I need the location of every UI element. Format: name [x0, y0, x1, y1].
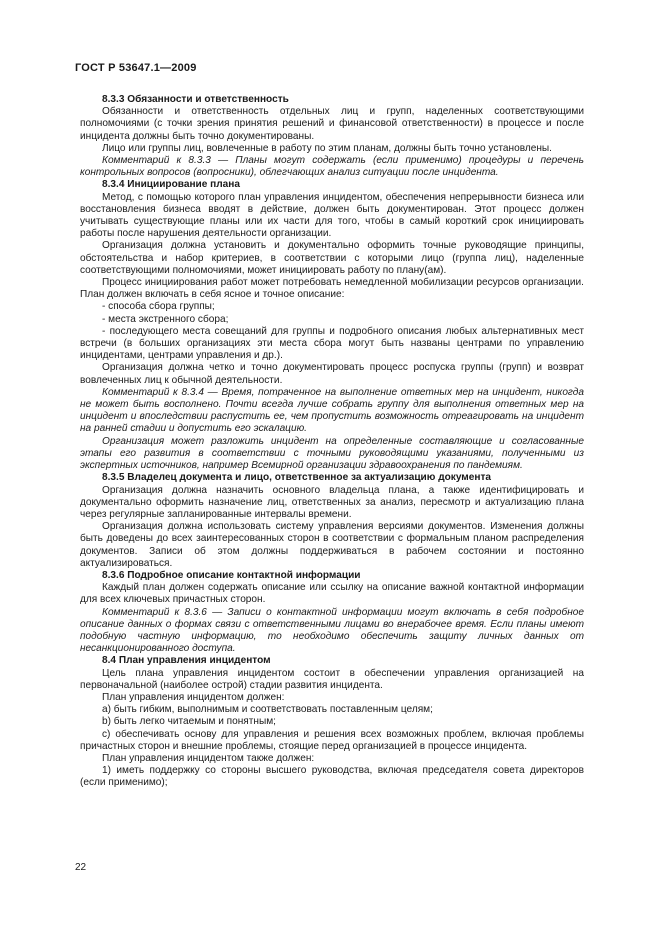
section-heading: 8.4 План управления инцидентом: [102, 655, 271, 667]
comment-paragraph: Комментарий к 8.3.6 — Записи о контактной информации могут включать в себя подробное описание данных о формах связи с ответственными лицами во внерабочее время. Если планы имеют подобную частную информацию, то необходимо обеспечить защиту личных данных от несанкционированного доступа.: [80, 606, 584, 655]
paragraph: Организация должна установить и документально оформить точные руководящие принципы, обстоятельства и набор критериев, в соответствии с которыми лицо (группа лиц), наделенные соответствующими полномочиями, может инициировать работу по плану(ам).: [80, 240, 584, 276]
document-body: [80, 94, 584, 790]
comment-paragraph: Комментарий к 8.3.4 — Время, потраченное на выполнение ответных мер на инцидент, никогда не может быть восполнено. Почти всегда лучше собрать группу для выполнения ответных мер на инцидент и впоследствии распустить ее, чем пропустить возможность отреагировать на инцидент на ранней стадии и допустить его эскалацию.: [80, 386, 584, 435]
paragraph: 1) иметь поддержку со стороны высшего руководства, включая председателя совета директоров (если применимо);: [80, 765, 584, 789]
paragraph: - способа сбора группы;: [102, 301, 215, 313]
paragraph: а) быть гибким, выполнимым и соответствовать поставленным целям;: [102, 704, 433, 716]
paragraph: План управления инцидентом должен:: [102, 691, 285, 703]
comment-paragraph: Организация может разложить инцидент на определенные составляющие и согласованные этапы его развития в соответствии с точными руководящими указаниями, полученными из экспертных источников, например Всемирной организации здравоохранения по пандемиям.: [80, 435, 584, 472]
section-heading: 8.3.5 Владелец документа и лицо, ответственное за актуализацию документа: [102, 472, 492, 484]
paragraph: Процесс инициирования работ может потребовать немедленной мобилизации ресурсов организации. План должен включать в себя ясное и точное описание:: [80, 277, 584, 301]
page-number: 22: [75, 862, 87, 873]
section-heading: 8.3.3 Обязанности и ответственность: [102, 94, 289, 105]
paragraph: Цель плана управления инцидентом состоит в обеспечении управления организацией на первоначальной (наиболее острой) стадии развития инцидента.: [80, 667, 584, 691]
paragraph: b) быть легко читаемым и понятным;: [102, 716, 276, 728]
paragraph: - места экстренного сбора;: [102, 313, 229, 325]
section-heading: 8.3.6 Подробное описание контактной информации: [102, 569, 361, 581]
paragraph: Организация должна использовать систему управления версиями документов. Изменения должны быть доведены до всех заинтересованных сторон в соответствии с формальным планом распределения документов. Записи об этом должны поддерживаться в рабочем состоянии и постоянно актуализироваться.: [80, 521, 584, 569]
document-header: ГОСТ Р 53647.1—2009: [75, 62, 197, 74]
paragraph: Обязанности и ответственность отдельных лиц и групп, наделенных соответствующими полномочиями (с точки зрения принятия решений и финансовой ответственности) в процессе и после инцидента должны быть точно документированы.: [80, 106, 584, 142]
section-heading: 8.3.4 Инициирование плана: [102, 179, 240, 191]
paragraph: с) обеспечивать основу для управления и решения всех возможных проблем, включая проблемы причастных сторон и внешние проблемы, стоящие перед организацией в процессе инцидента.: [80, 728, 584, 752]
paragraph: План управления инцидентом также должен:: [102, 752, 315, 764]
paragraph: Лицо или группы лиц, вовлеченные в работу по этим планам, должны быть точно установлены.: [102, 142, 552, 154]
comment-paragraph: Комментарий к 8.3.3 — Планы могут содержать (если применимо) процедуры и перечень контрольных вопросов (вопросники), облегчающих анализ ситуации после инцидента.: [80, 155, 584, 179]
paragraph: Каждый план должен содержать описание или ссылку на описание важной контактной информации для всех ключевых причастных сторон.: [80, 582, 584, 606]
paragraph: Организация должна назначить основного владельца плана, а также идентифицировать и документально оформить назначение лиц, ответственных за анализ, пересмотр и актуализацию плана через регулярные запланированные интервалы времени.: [80, 484, 584, 520]
paragraph: - последующего места совещаний для группы и подробного описания любых альтернативных мест встречи (в больших организациях эти места сбора могут быть названы центрами по управлению инцидентами, центрами управления и др.).: [80, 325, 584, 362]
paragraph: Организация должна четко и точно документировать процесс роспуска группы (групп) и возврат вовлеченных лиц к обычной деятельности.: [80, 362, 584, 386]
paragraph: Метод, с помощью которого план управления инцидентом, обеспечения непрерывности бизнеса или восстановления бизнеса вводят в действие, должен быть документирован. Этот процесс должен учитывать существующие планы или их части для того, чтобы в самый короткий срок инициировать работы после нарушения деятельности организации.: [80, 191, 584, 240]
